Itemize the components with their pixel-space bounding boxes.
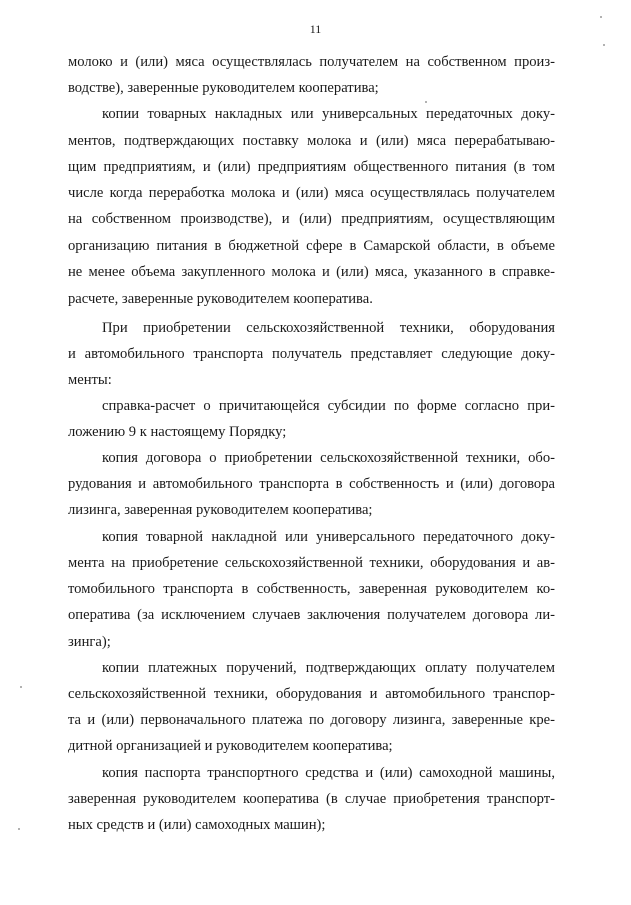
scan-speck — [600, 16, 602, 18]
text-line: копия товарной накладной или универсального передаточного доку- — [102, 529, 555, 545]
text-line: организацию питания в бюджетной сфере в Самарской области, в объеме — [68, 238, 555, 254]
text-line: ложению 9 к настоящему Порядку; — [68, 424, 287, 440]
text-line: мента на приобретение сельскохозяйственной техники, оборудования и ав- — [68, 555, 555, 571]
page-number: 11 — [309, 22, 322, 36]
text-line: При приобретении сельскохозяйственной техники, оборудования — [102, 320, 555, 336]
text-line: не менее объема закупленного молока и (или) мяса, указанного в справке- — [68, 264, 555, 280]
scan-speck — [425, 101, 427, 103]
text-line: зинга); — [68, 634, 111, 650]
text-line: водстве), заверенные руководителем кооператива; — [68, 80, 379, 96]
text-line: на собственном производстве), и (или) предприятиям, осуществляющим — [68, 211, 555, 227]
text-line: расчете, заверенные руководителем кооператива. — [68, 291, 373, 307]
text-line: рудования и автомобильного транспорта в собственность и (или) договора — [68, 476, 555, 492]
text-line: копии платежных поручений, подтверждающих оплату получателем — [102, 660, 555, 676]
text-line: копия паспорта транспортного средства и (или) самоходной машины, — [102, 765, 555, 781]
text-line: сельскохозяйственной техники, оборудования и автомобильного транспор- — [68, 686, 555, 702]
text-line: томобильного транспорта в собственность, заверенная руководителем ко- — [68, 581, 555, 597]
text-line: и автомобильного транспорта получатель представляет следующие доку- — [68, 346, 555, 362]
scan-speck — [603, 44, 605, 46]
text-line: оператива (за исключением случаев заключения получателем договора ли- — [68, 607, 555, 623]
text-line: менты: — [68, 372, 112, 388]
text-line: ных средств и (или) самоходных машин); — [68, 817, 326, 833]
text-line: заверенная руководителем кооператива (в случае приобретения транспорт- — [68, 791, 555, 807]
text-line: дитной организацией и руководителем кооператива; — [68, 738, 393, 754]
text-line: щим предприятиям, и (или) предприятиям общественного питания (в том — [68, 159, 555, 175]
scan-speck — [18, 828, 20, 830]
text-line: та и (или) первоначального платежа по договору лизинга, заверенные кре- — [68, 712, 555, 728]
text-line: справка-расчет о причитающейся субсидии по форме согласно при- — [102, 398, 555, 414]
text-line: молоко и (или) мяса осуществлялась получателем на собственном произ- — [68, 54, 555, 70]
text-line: копии товарных накладных или универсальных передаточных доку- — [102, 106, 555, 122]
text-line: ментов, подтверждающих поставку молока и (или) мяса перерабатываю- — [68, 133, 555, 149]
text-line: лизинга, заверенная руководителем кооператива; — [68, 502, 373, 518]
scan-speck — [20, 686, 22, 688]
text-line: копия договора о приобретении сельскохозяйственной техники, обо- — [102, 450, 555, 466]
text-line: числе когда переработка молока и (или) мяса осуществлялась получателем — [68, 185, 555, 201]
